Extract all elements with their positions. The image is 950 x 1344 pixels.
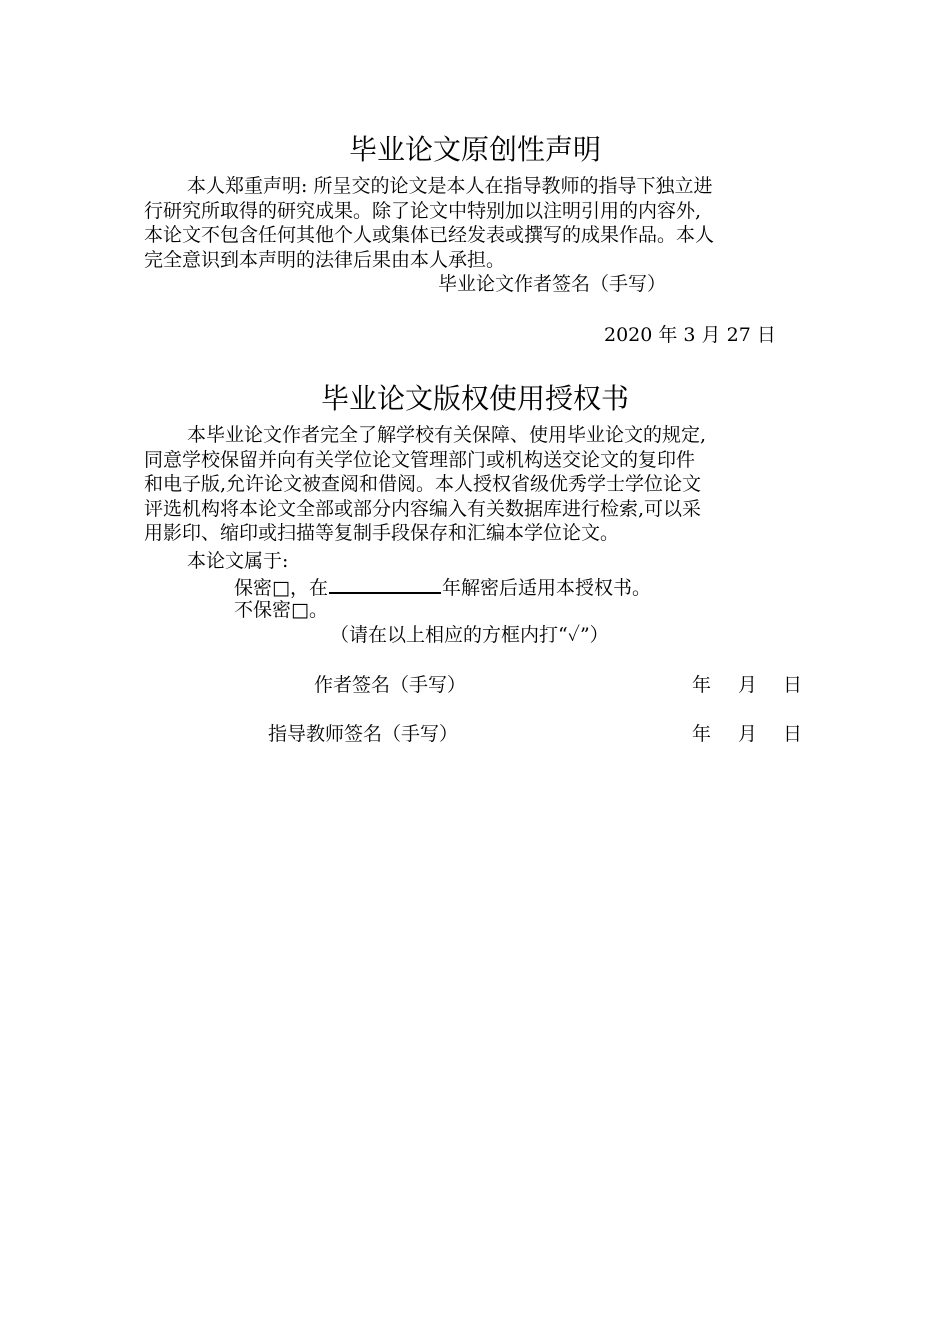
declaration-line: 行研究所取得的研究成果。除了论文中特别加以注明引用的内容外, <box>144 199 702 222</box>
secret-option-suffix: 年解密后适用本授权书。 <box>441 577 651 599</box>
declaration-line: 本人郑重声明: 所呈交的论文是本人在指导教师的指导下独立进 <box>187 175 713 197</box>
non-secret-option: 不保密□。 <box>234 599 328 621</box>
author-signature-label: 作者签名（手写） <box>314 674 467 696</box>
authorization-title: 毕业论文版权使用授权书 <box>320 382 629 415</box>
authorization-line: 用影印、缩印或扫描等复制手段保存和汇编本学位论文。 <box>144 522 620 544</box>
author-signature-date <box>692 673 802 697</box>
declaration-title: 毕业论文原创性声明 <box>348 133 601 166</box>
date-year-label: 年 <box>692 674 712 696</box>
checkbox-instruction: （请在以上相应的方框内打“✓”） <box>330 624 609 646</box>
declaration-signature-label: 毕业论文作者签名（手写） <box>438 273 667 295</box>
advisor-signature-date <box>692 722 802 746</box>
declaration-date: 2020 年 3 月 27 日 <box>604 324 776 346</box>
authorization-line: 同意学校保留并向有关学位论文管理部门或机构送交论文的复印件 <box>144 448 696 471</box>
advisor-signature-label: 指导教师签名（手写） <box>268 723 459 745</box>
authorization-line: 评选机构将本论文全部或部分内容编入有关数据库进行检索,可以采 <box>144 497 702 520</box>
authorization-line: 本毕业论文作者完全了解学校有关保障、使用毕业论文的规定, <box>187 424 707 446</box>
date-month-label: 月 <box>738 723 758 745</box>
declaration-line: 本论文不包含任何其他个人或集体已经发表或撰写的成果作品。本人 <box>144 224 715 246</box>
date-day-label: 日 <box>783 674 803 696</box>
date-year-label: 年 <box>692 723 712 745</box>
date-month-label: 月 <box>738 674 758 696</box>
thesis-belongs-label: 本论文属于: <box>187 550 289 572</box>
date-day-label: 日 <box>783 723 803 745</box>
declassify-year-blank[interactable] <box>329 574 441 594</box>
secret-option-prefix: 保密□，在 <box>234 577 328 599</box>
declaration-body <box>144 174 808 272</box>
declaration-line: 完全意识到本声明的法律后果由本人承担。 <box>144 248 506 271</box>
secret-option <box>234 574 651 600</box>
authorization-body <box>144 423 808 546</box>
authorization-line: 和电子版,允许论文被查阅和借阅。本人授权省级优秀学士学位论文 <box>144 473 702 495</box>
